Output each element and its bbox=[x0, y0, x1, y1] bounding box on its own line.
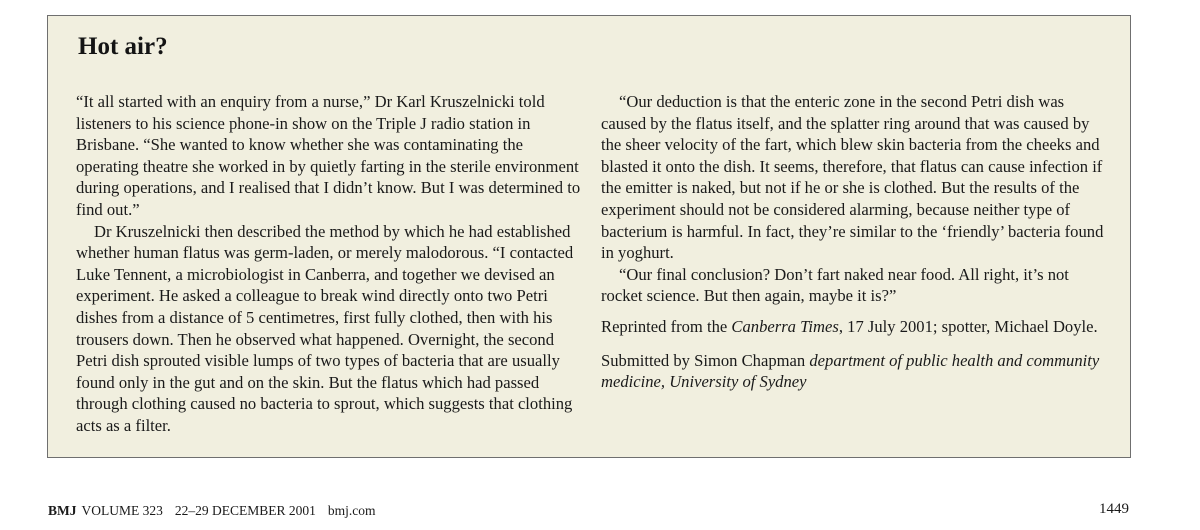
page-footer bbox=[48, 502, 376, 520]
submitted-by bbox=[601, 350, 1106, 393]
footer-site: bmj.com bbox=[327, 503, 376, 518]
right-paragraph-2: “Our final conclusion? Don’t fart naked near food. All right, it’s not rocket science. But then again, maybe it is?” bbox=[601, 264, 1069, 306]
footer-volume: VOLUME 323 bbox=[81, 503, 163, 518]
footer-journal: BMJ bbox=[48, 503, 77, 518]
reprint-suffix: , 17 July 2001; spotter, Michael Doyle. bbox=[838, 316, 1098, 336]
right-column bbox=[601, 91, 1106, 393]
reprint-prefix: Reprinted from the bbox=[601, 316, 732, 336]
submitted-prefix: Submitted by Simon Chapman bbox=[601, 350, 810, 370]
article-title: Hot air? bbox=[78, 33, 168, 60]
right-paragraph-1: “Our deduction is that the enteric zone in the second Petri dish was caused by the flatus itself, and the splatter ring around that was caused by the sheer velocity of the fart, which blew skin bacteria from the cheeks and blasted it onto the dish. It seems, therefore, that flatus can cause infection if the emitter is naked, but not if he or she is clothed. But the results of the experiment should not be considered alarming, because neither type of bacterium is harmful. In fact, they’re similar to the ‘friendly’ bacteria found in yoghurt. bbox=[601, 92, 1104, 263]
reprint-source: Canberra Times bbox=[731, 316, 839, 336]
left-paragraph-1: “It all started with an enquiry from a nurse,” Dr Karl Kruszelnicki told listeners to his science phone-in show on the Triple J radio station in Brisbane. “She wanted to know whether she was contaminating the operating theatre she worked in by quietly farting in the sterile environment during operations, and I realised that I didn’t know. But I was determined to find out.” bbox=[76, 92, 581, 219]
reprint-credit bbox=[601, 316, 1106, 338]
page-number: 1449 bbox=[1099, 501, 1129, 517]
left-paragraph-2: Dr Kruszelnicki then described the method by which he had established whether human flatus was germ-laden, or merely malodorous. “I contacted Luke Tennent, a microbiologist in Canberra, and together we devised an experiment. He asked a colleague to break wind directly onto two Petri dishes from a distance of 5 centimetres, first fully clothed, then with his trousers down. Then he observed what happened. Overnight, the second Petri dish sprouted visible lumps of two types of bacteria that are usually found only in the gut and on the skin. But the flatus which had passed through clothing caused no bacteria to sprout, which suggests that clothing acts as a filter. bbox=[76, 221, 574, 435]
footer-date: 22–29 DECEMBER 2001 bbox=[174, 503, 316, 518]
left-column bbox=[76, 91, 588, 437]
submitted-affiliation: department of public health and community medicine, University of Sydney bbox=[601, 350, 1100, 392]
article-box bbox=[47, 15, 1131, 458]
